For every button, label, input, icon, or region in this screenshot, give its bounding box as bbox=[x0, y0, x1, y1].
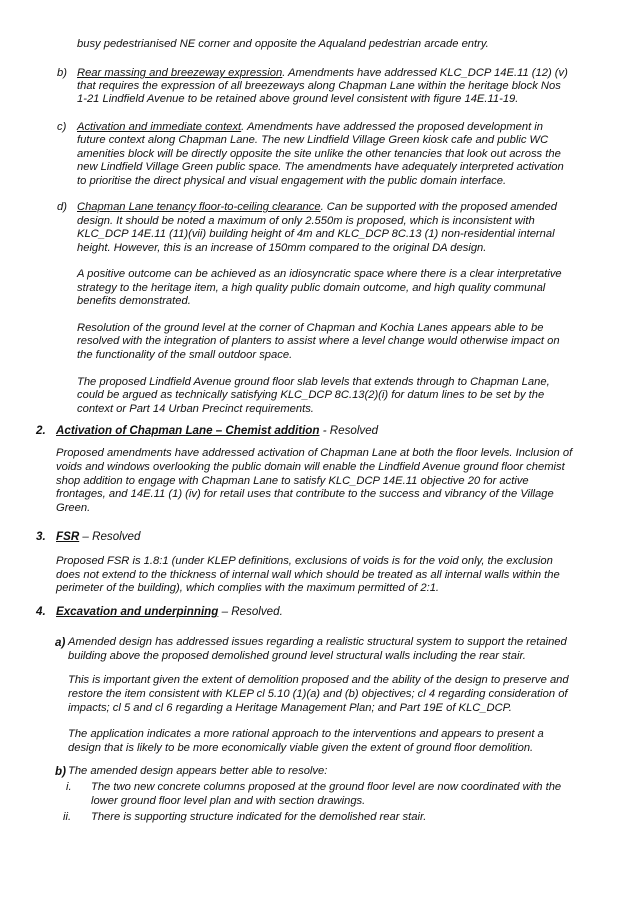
activation-line-4: new Lindfield Village Green public space. The amendments have adequately interpreted activation bbox=[77, 161, 564, 173]
slab-levels-line-2: could be argued as technically satisfying KLC_DCP 8C.13(2)(i) for datum lines to be set by the bbox=[77, 389, 545, 401]
demolition-line-1: This is important given the extent of demolition proposed and the ability of the design to preserve and bbox=[68, 674, 569, 686]
subitem-marker-ii: ii. bbox=[63, 811, 72, 823]
rear-massing-heading: Rear massing and breezeway expression bbox=[77, 67, 283, 79]
list-marker-b: b) bbox=[57, 67, 67, 79]
structural-line-2: building above the proposed demolished ground level structural walls including the rear stair. bbox=[68, 650, 526, 662]
item-2-line-5: Green. bbox=[56, 502, 91, 514]
item-2-number: 2. bbox=[36, 424, 46, 437]
columns-line-1: The two new concrete columns proposed at the ground floor level are now coordinated with the bbox=[91, 781, 562, 793]
item-4-number: 4. bbox=[36, 605, 46, 618]
rear-massing-line-3: 1-21 Lindfield Avenue to be retained above ground level consistent with figure 14E.11-19. bbox=[77, 93, 519, 105]
item-2-status: - Resolved bbox=[319, 424, 379, 437]
item-3-line-3: perimeter of the building), which complies with the maximum permitted of 2:1. bbox=[56, 582, 440, 594]
item-4-status: – Resolved. bbox=[218, 605, 283, 618]
item-3-status: – Resolved bbox=[79, 530, 141, 543]
item-2-line-3: shop addition to engage with Chapman Lane to satisfy KLC_DCP 14E.11 objective 20 for active bbox=[56, 475, 529, 487]
amended-design-text: The amended design appears better able to resolve: bbox=[68, 765, 328, 777]
item-3-heading-line bbox=[56, 530, 140, 544]
clearance-heading: Chapman Lane tenancy floor-to-ceiling clearance bbox=[77, 201, 321, 213]
item-4-marker-b: b) bbox=[55, 765, 66, 778]
activation-line-3: amenities block will be directly opposite the site unlike the other tenancies that look out across the bbox=[77, 148, 561, 160]
demolition-line-2: restore the item consistent with KLEP cl 5.10 (1)(a) and (b) objectives; cl 4 regarding consideration of bbox=[68, 688, 568, 700]
list-marker-d: d) bbox=[57, 201, 67, 213]
intro-tail-text: busy pedestrianised NE corner and opposite the Aqualand pedestrian arcade entry. bbox=[77, 38, 489, 50]
clearance-line-4: height. However, this is an increase of 150mm compared to the original DA design. bbox=[77, 242, 487, 254]
rational-approach-line-2: design that is likely to be more economically viable given the extent of ground floor demolition. bbox=[68, 742, 534, 754]
item-2-line-4: frontages, and 14E.11 (1) (iv) for retail uses that contribute to the success and vibrancy of the Village bbox=[56, 488, 554, 500]
rational-approach-line-1: The application indicates a more rational approach to the interventions and appears to present a bbox=[68, 728, 544, 740]
positive-outcome-line-1: A positive outcome can be achieved as an idiosyncratic space where there is a clear interpretative bbox=[77, 268, 562, 280]
item-2-heading: Activation of Chapman Lane – Chemist addition bbox=[56, 424, 320, 437]
clearance-line-1: Chapman Lane tenancy floor-to-ceiling clearance. Can be supported with the proposed amended bbox=[77, 201, 557, 213]
rear-massing-line-1: Rear massing and breezeway expression. Amendments have addressed KLC_DCP 14E.11 (12) (v) bbox=[77, 67, 568, 79]
item-2-line-1: Proposed amendments have addressed activation of Chapman Lane at both the floor levels. Inclusion of bbox=[56, 447, 573, 459]
demolition-line-3: impacts; cl 5 and cl 6 regarding a Heritage Management Plan; and Part 19E of KLC_DCP. bbox=[68, 702, 512, 714]
clearance-line-3: KLC_DCP 14E.11 (11)(vii) building height of 4m and KLC_DCP 8C.13 (1) non-residential internal bbox=[77, 228, 555, 240]
item-3-line-2: does not extend to the thickness of internal wall which should be treated as all internal walls within the bbox=[56, 569, 560, 581]
ground-level-line-2: resolved with the integration of planters to assist where a level change would otherwise impact on bbox=[77, 335, 560, 347]
subitem-marker-i: i. bbox=[66, 781, 72, 793]
item-3-number: 3. bbox=[36, 530, 46, 543]
ground-level-line-3: the functionality of the small outdoor space. bbox=[77, 349, 293, 361]
activation-heading: Activation and immediate context bbox=[77, 121, 242, 133]
slab-levels-line-3: context or Part 14 Urban Precinct requirements. bbox=[77, 403, 314, 415]
item-2-heading-line bbox=[56, 424, 378, 438]
positive-outcome-line-3: benefits demonstrated. bbox=[77, 295, 191, 307]
columns-line-2: lower ground floor level plan and with section drawings. bbox=[91, 795, 366, 807]
ground-level-line-1: Resolution of the ground level at the corner of Chapman and Kochia Lanes appears able to be bbox=[77, 322, 544, 334]
item-2-line-2: voids and windows overlooking the public domain will enable the Lindfield Avenue ground floor chemist bbox=[56, 461, 565, 473]
clearance-line-2: design. It should be noted a maximum of only 2.550m is proposed, which is inconsistent with bbox=[77, 215, 535, 227]
slab-levels-line-1: The proposed Lindfield Avenue ground floor slab levels that extends through to Chapman Lane, bbox=[77, 376, 550, 388]
structural-line-1: Amended design has addressed issues regarding a realistic structural system to support the retained bbox=[68, 636, 567, 648]
activation-line-2: future context along Chapman Lane. The new Lindfield Village Green kiosk cafe and public WC bbox=[77, 134, 549, 146]
rear-massing-line-2: that requires the expression of all breezeways along Chapman Lane within the heritage block Nos bbox=[77, 80, 561, 92]
activation-line-5: to prioritise the direct physical and visual engagement with the public domain interface. bbox=[77, 175, 507, 187]
item-4-marker-a: a) bbox=[55, 636, 66, 649]
item-3-line-1: Proposed FSR is 1.8:1 (under KLEP definitions, exclusions of voids is for the void only, the exclusion bbox=[56, 555, 553, 567]
item-4-heading-line bbox=[56, 605, 283, 619]
list-marker-c: c) bbox=[57, 121, 67, 133]
activation-line-1: Activation and immediate context. Amendments have addressed the proposed development in bbox=[77, 121, 544, 133]
item-3-heading: FSR bbox=[56, 530, 80, 543]
positive-outcome-line-2: strategy to the heritage item, a high quality public domain outcome, and high quality communal bbox=[77, 282, 546, 294]
item-4-heading: Excavation and underpinning bbox=[56, 605, 219, 618]
rear-stair-line: There is supporting structure indicated for the demolished rear stair. bbox=[91, 811, 427, 823]
